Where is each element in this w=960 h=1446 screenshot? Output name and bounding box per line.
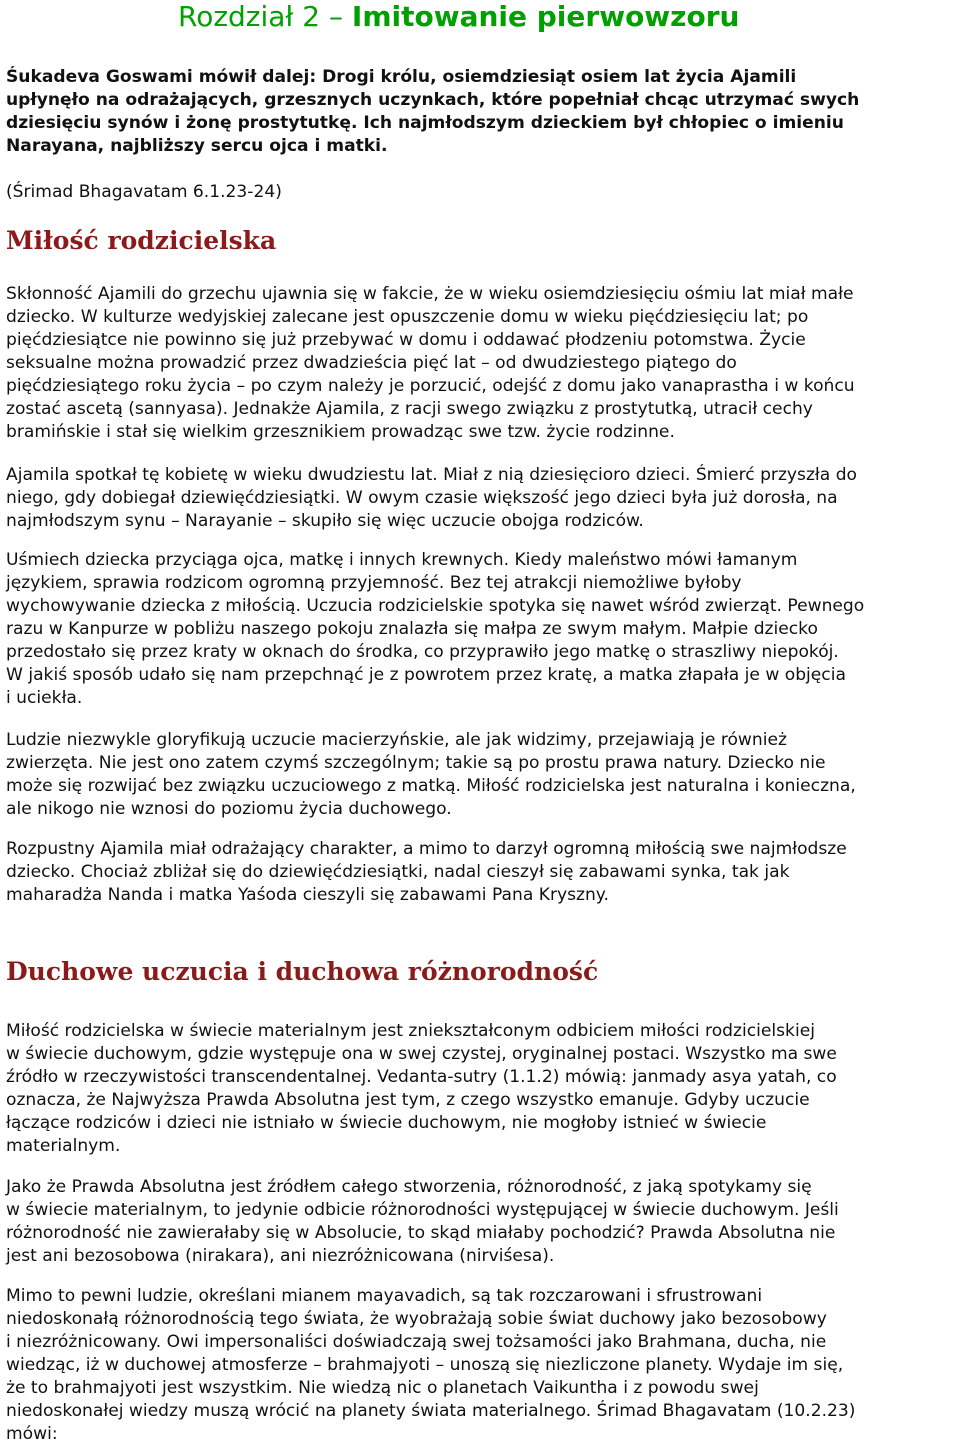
paragraph-line: Miłość rodzicielska w świecie materialnym jest zniekształconym odbiciem miłości rodzicielskiej — [6, 1021, 815, 1041]
paragraph-line: ale nikogo nie wznosi do poziomu życia duchowego. — [6, 799, 452, 819]
verse-line: Śukadeva Goswami mówił dalej: Drogi królu, osiemdziesiąt osiem lat życia Ajamili — [6, 67, 797, 87]
paragraph-line: pięćdziesiątego roku życia – po czym należy je porzucić, odejść z domu jako vanaprastha i w końcu — [6, 376, 855, 396]
reference-line: (Śrimad Bhagavatam 6.1.23-24) — [6, 182, 282, 202]
paragraph-line: dziecko. W kulturze wedyjskiej zalecane jest opuszczenie domu w wieku pięćdziesięciu lat; po — [6, 307, 809, 327]
verse-line: Narayana, najbliższy sercu ojca i matki. — [6, 136, 388, 156]
paragraph-line: Ajamila spotkał tę kobietę w wieku dwudziestu lat. Miał z nią dziesięcioro dzieci. Śmierć przyszła do — [6, 465, 857, 485]
paragraph-line: w świecie materialnym, to jedynie odbicie różnorodności występującej w świecie duchowym. Jeśli — [6, 1200, 839, 1220]
paragraph-line: Jako że Prawda Absolutna jest źródłem całego stworzenia, różnorodność, z jaką spotykamy się — [6, 1177, 812, 1197]
paragraph-line: dziecko. Chociaż zbliżał się do dziewięćdziesiątki, nadal cieszył się zabawami synka, tak jak — [6, 862, 790, 882]
paragraph-line: maharadża Nanda i matka Yaśoda cieszyli się zabawami Pana Kryszny. — [6, 885, 609, 905]
paragraph-line: wiedząc, iż w duchowej atmosferze – brahmajyoti – unoszą się niezliczone planety. Wydaje im się, — [6, 1355, 844, 1375]
paragraph-line: wychowywanie dziecka z miłością. Uczucia rodzicielskie spotyka się nawet wśród zwierząt. Pewnego — [6, 596, 865, 616]
chapter-title-text: Imitowanie pierwowzoru — [351, 0, 740, 33]
paragraph-line: bramińskie i stał się wielkim grzesznikiem prowadząc swe tzw. życie rodzinne. — [6, 422, 675, 442]
paragraph-line: źródło w rzeczywistości transcendentalnej. Vedanta-sutry (1.1.2) mówią: janmady asya yatah, co — [6, 1067, 837, 1087]
paragraph — [6, 1020, 956, 1158]
chapter-label: Rozdział 2 – — [178, 0, 344, 33]
paragraph-line: zwierzęta. Nie jest ono zatem czymś szczególnym; takie są po prostu prawa natury. Dziecko nie — [6, 753, 826, 773]
paragraph-line: oznacza, że Najwyższa Prawda Absolutna jest tym, z czego wszystko emanuje. Gdyby uczucie — [6, 1090, 810, 1110]
paragraph-line: Skłonność Ajamili do grzechu ujawnia się w fakcie, że w wieku osiemdziesięciu ośmiu lat miał małe — [6, 284, 854, 304]
paragraph-line: przedostało się przez kraty w oknach do środka, co przyprawiło jego matkę o straszliwy niepokój. — [6, 642, 839, 662]
paragraph-line: zostać ascetą (sannyasa). Jednakże Ajamila, z racji swego związku z prostytutką, utracił cechy — [6, 399, 813, 419]
paragraph-line: Mimo to pewni ludzie, określani mianem mayavadich, są tak rozczarowani i sfrustrowani — [6, 1286, 763, 1306]
paragraph-line: seksualne można prowadzić przez dwadzieścia pięć lat – od dwudziestego piątego do — [6, 353, 737, 373]
paragraph — [6, 729, 956, 821]
paragraph-line: łączące rodziców i dzieci nie istniało w świecie duchowym, nie mogłoby istnieć w świecie — [6, 1113, 767, 1133]
paragraph-line: i niezróżnicowany. Owi impersonaliści doświadczają swej tożsamości jako Brahmana, ducha, nie — [6, 1332, 827, 1352]
verse-line: upłynęło na odrażających, grzesznych uczynkach, które popełniał chcąc utrzymać swych — [6, 90, 860, 110]
paragraph — [6, 283, 956, 444]
paragraph-line: niedoskonałą różnorodnością tego świata, że wyobrażają sobie świat duchowy jako bezosobowy — [6, 1309, 827, 1329]
paragraph-line: razu w Kanpurze w pobliżu naszego pokoju znalazła się małpa ze swym małym. Małpie dziecko — [6, 619, 818, 639]
paragraph-line: najmłodszym synu – Narayanie – skupiło się więc uczucie obojga rodziców. — [6, 511, 644, 531]
paragraph-line: jest ani bezosobowa (nirakara), ani niezróżnicowana (nirviśesa). — [6, 1246, 555, 1266]
paragraph — [6, 1176, 956, 1268]
intro-verse — [6, 66, 956, 158]
section-heading-spiritual-variety: Duchowe uczucia i duchowa różnorodność — [6, 957, 599, 986]
paragraph-line: może się rozwijać bez związku uczuciowego z matką. Miłość rodzicielska jest naturalna i konieczna, — [6, 776, 856, 796]
chapter-title — [178, 0, 739, 34]
paragraph-line: materialnym. — [6, 1136, 121, 1156]
paragraph-line: niedoskonałej wiedzy muszą wrócić na planety świata materialnego. Śrimad Bhagavatam (10.2.23) — [6, 1401, 856, 1421]
paragraph — [6, 549, 956, 710]
paragraph-line: różnorodność nie zawierałaby się w Absolucie, to skąd miałaby pochodzić? Prawda Absolutna nie — [6, 1223, 836, 1243]
verse-line: dziesięciu synów i żonę prostytutkę. Ich najmłodszym dzieckiem był chłopiec o imieniu — [6, 113, 844, 133]
paragraph-line: pięćdziesiątce nie powinno się już przebywać w domu i oddawać płodzeniu potomstwa. Życie — [6, 330, 806, 350]
paragraph-line: w świecie duchowym, gdzie występuje ona w swej czystej, oryginalnej postaci. Wszystko ma swe — [6, 1044, 837, 1064]
paragraph-line: mówi: — [6, 1424, 58, 1444]
paragraph — [6, 464, 956, 533]
paragraph — [6, 838, 956, 907]
paragraph-line: że to brahmajyoti jest wszystkim. Nie wiedzą nic o planetach Vaikuntha i z powodu swej — [6, 1378, 759, 1398]
paragraph-line: W jakiś sposób udało się nam przepchnąć je z powrotem przez kratę, a matka złapała je w objęcia — [6, 665, 846, 685]
section-heading-parental-love: Miłość rodzicielska — [6, 226, 277, 255]
verse-reference — [6, 181, 956, 204]
paragraph-line: i uciekła. — [6, 688, 83, 708]
paragraph-line: Uśmiech dziecka przyciąga ojca, matkę i innych krewnych. Kiedy maleństwo mówi łamanym — [6, 550, 798, 570]
paragraph-line: językiem, sprawia rodzicom ogromną przyjemność. Bez tej atrakcji niemożliwe byłoby — [6, 573, 742, 593]
paragraph-line: Ludzie niezwykle gloryfikują uczucie macierzyńskie, ale jak widzimy, przejawiają je również — [6, 730, 787, 750]
paragraph — [6, 1285, 956, 1446]
paragraph-line: Rozpustny Ajamila miał odrażający charakter, a mimo to darzył ogromną miłością swe najmłodsze — [6, 839, 847, 859]
paragraph-line: niego, gdy dobiegał dziewięćdziesiątki. W owym czasie większość jego dzieci była już dorosła, na — [6, 488, 838, 508]
